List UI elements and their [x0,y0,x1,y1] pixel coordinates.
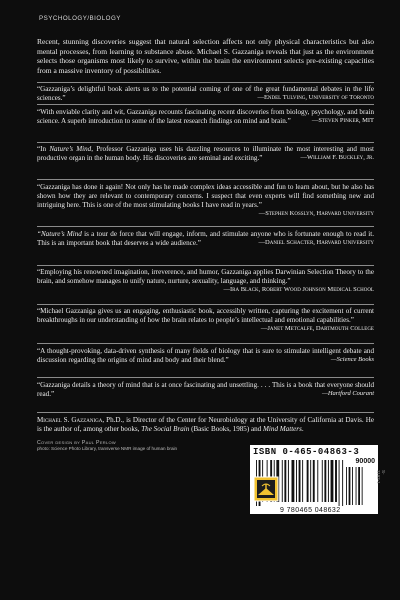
blurb-attribution: —Endel Tulving, University of Toronto [257,93,374,101]
blurb-attribution: —Hartford Courant [322,389,374,397]
blurb-attribution: —Stephen Kosslyn, Harvard University [258,209,374,217]
blurb-text: “Employing his renowned imagination, irreverence, and humor, Gazzaniga applies Darwinian Selection Theory to the brain, and somehow manages to unify nature, nurture, sexuality, language, and thinking.” [37,268,374,285]
blurb-attribution: —William F. Buckley, Jr. [300,153,374,161]
blurb-text-post: , Professor Gazzaniga uses his dazzling resources to illuminate the most interesting and most productive organ in the human body. His discoveries are seminal and exciting.” [37,145,374,162]
barcode-bar [302,460,303,502]
price-barcode-bar [356,467,357,505]
barcode-bar [339,460,340,506]
blurb-attribution: —Steven Pinker, MIT [311,116,374,124]
blurb-text: “Michael Gazzaniga gives us an engaging, enthusiastic book, accessibly written, capturing the excitement of current breakthroughs in our understanding of how the brain relates to people’s intellectual and emotional capabilities.” [37,307,374,324]
divider [37,304,374,305]
ean-number: 9 780465 048632 [280,507,341,514]
author-bio-text: . [301,425,304,434]
blurb-text-pre: “ [37,230,41,238]
book-title-italic: Nature’s Mind [40,230,82,238]
barcode-bar [317,460,318,502]
photo-credit: photo: Science Photo Library, transverse NMR image of human brain [37,446,178,451]
blurb-7 [37,307,374,334]
barcode-bar [288,460,289,502]
category-label: PSYCHOLOGY/BIOLOGY [39,15,121,22]
author-bio-text: , Ph.D., is Director of the Center for Neurobiology at the University of California at Davis. He is the author of, among other books, [37,416,374,434]
blurb-4 [37,183,374,219]
blurb-text: “Gazzaniga’s delightful book alerts us to the potential coming of one of the great fundamental debates in the life sciences.” [37,85,374,102]
blurb-9 [37,381,374,399]
barcode-bar [322,460,323,502]
barcode-bar [328,460,329,502]
blurb-text: “With enviable clarity and wit, Gazzaniga recounts fascinating recent discoveries from biology, psychology, and brain science. A superb introduction to some of the latest research findings on mind and brain.” [37,108,374,125]
blurb-1 [37,85,374,103]
blurb-attribution: —Janet Metcalfe, Dartmouth College [260,324,374,332]
price-barcode-bar [352,467,353,505]
barcode-bar [324,460,326,502]
divider [37,412,374,413]
author-bio [37,416,374,434]
blurb-6 [37,268,374,295]
author-name: Michael S. Gazzaniga [37,416,103,424]
price-barcode-bar [346,467,347,505]
barcode-bar [296,460,297,502]
blurb-2 [37,108,374,126]
divider [37,104,374,105]
blurb-text: “Gazzaniga has done it again! Not only has he made complex ideas accessible and fun to learn about, but he also has shown how they are relevant to contemporary concerns. I suspect that even experts will find something new and intriguing here. This is one of the most stimulating books I have read in years.” [37,183,374,209]
divider [37,142,374,143]
barcode-bar [331,460,334,502]
barcode-bar [335,460,337,502]
book-title-italic: The Social Brain [141,425,190,434]
blurb-5 [37,230,374,248]
barcode-bar [310,460,311,502]
blurb-text: “Gazzaniga details a theory of mind that is at once fascinating and unsettling. . . . This is a book that everyone should read.” [37,381,374,398]
divider [37,377,374,378]
barcode-bar [299,460,301,502]
price-barcode-bar [349,467,351,505]
divider [37,343,374,344]
barcode-bar [282,460,283,502]
credits [37,440,227,452]
publisher-logo-icon [253,476,279,502]
book-title-italic: Mind Matters [263,425,302,434]
price-code: 90000 [355,458,375,465]
divider [37,226,374,227]
divider [37,82,374,83]
divider [37,179,374,180]
cover-design-credit: Cover design by Paul Perlow [37,440,116,446]
barcode-bar [284,460,286,502]
divider [37,265,374,266]
blurb-8 [37,347,374,365]
author-bio-text: (Basic Books, 1985) and [189,425,264,434]
blurb-attribution: —Ira Black, Robert Wood Johnson Medical School [223,285,374,293]
price-barcode-bar [358,467,360,505]
blurb-text-pre: “In [37,145,50,153]
price-barcode-bar [362,467,363,505]
barcode-bar [292,460,295,502]
catalog-code: S-1192-1 [376,470,386,484]
barcode-bar [313,460,315,502]
book-title-italic: Nature’s Mind [49,145,92,153]
blurb-attribution: —Science Books [330,355,374,363]
blurb-3 [37,145,374,163]
intro-paragraph: Recent, stunning discoveries suggest that natural selection affects not only physical characteristics but also mental processes, from learning to substance abuse. Michael S. Gazzaniga reveals that just as the environment selects those organisms most likely to survive, within the brain the environment selects pre-existing capacities from a massive inventory of possibilities. [37,37,374,75]
blurb-text-post: is a tour de force that will engage, inform, and stimulate anyone who is fortunate enough to read it. This is an important book that deserves a wide audience.” [37,230,374,247]
barcode-bar [307,460,309,502]
blurb-text: “A thought-provoking, data-driven synthesis of many fields of biology that is sure to stimulate intelligent debate and discussion regarding the origins of mind and body and their blend.” [37,347,374,364]
isbn-number: ISBN 0-465-04863-3 [250,445,378,458]
blurb-attribution: —Daniel Schacter, Harvard University [258,238,374,246]
barcode-bar [342,460,343,506]
